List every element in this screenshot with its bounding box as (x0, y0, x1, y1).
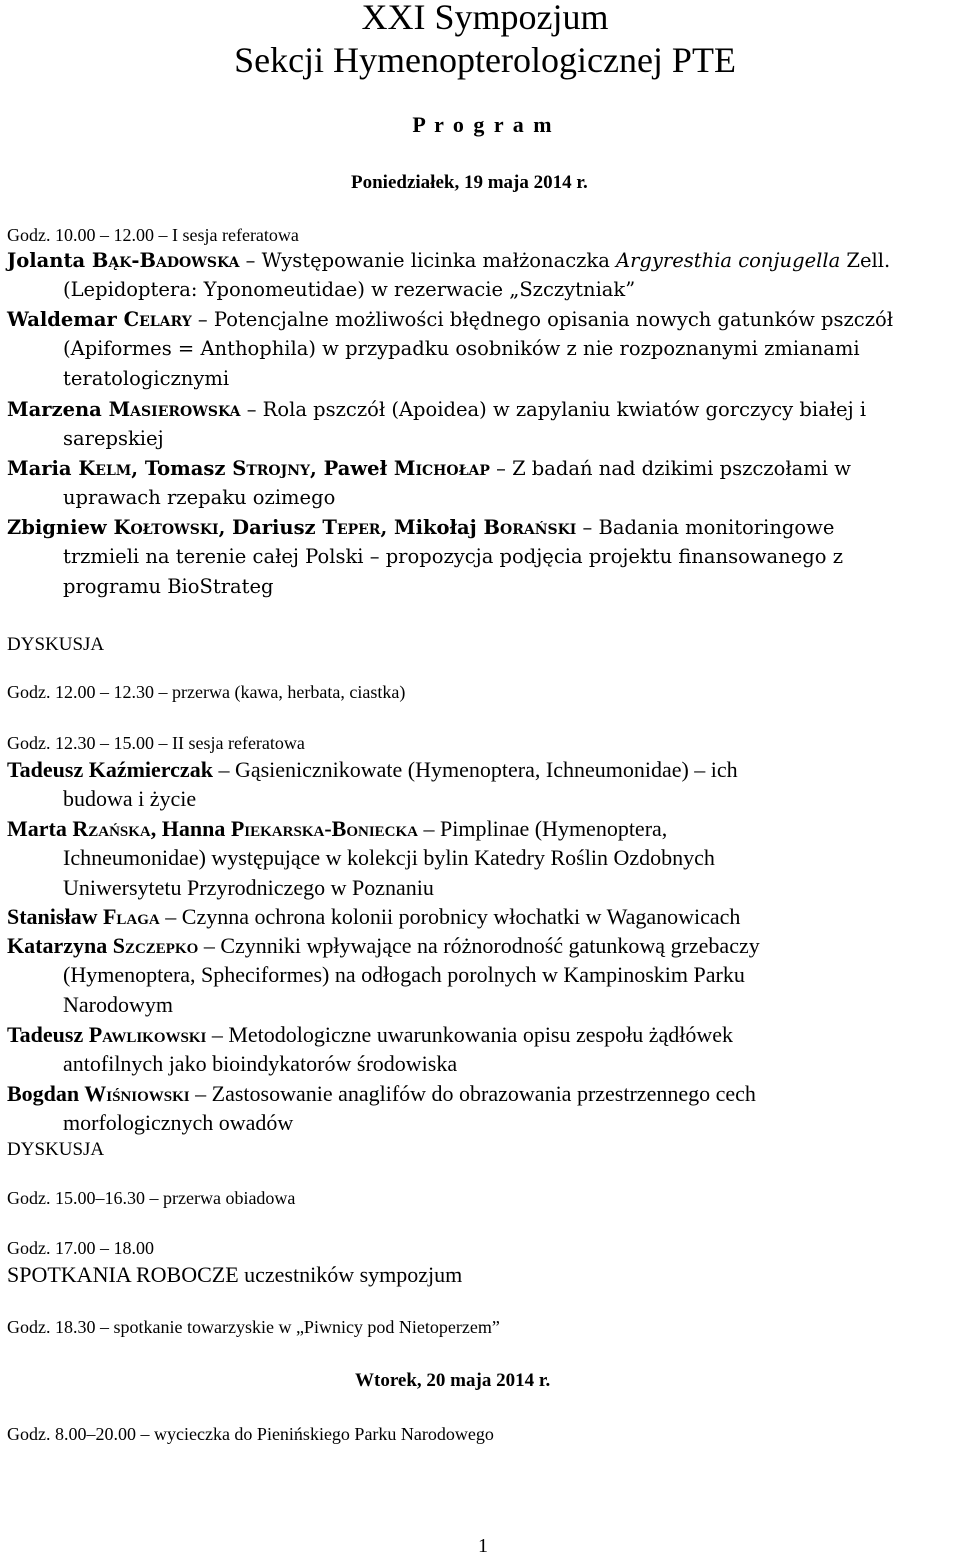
talk-title-line: Rola pszczół (Apoidea) w zapylaniu kwiatów gorczycy białej i (262, 398, 867, 421)
talk-authors: Katarzyna Szczepko (7, 933, 199, 958)
program-label: P r o g r a m (412, 112, 554, 137)
talk-authors: Stanisław Flaga (7, 904, 160, 929)
talk-entry: Zbigniew Kołtowski, Dariusz Teper, Mikołaj Borański – Badania monitoringowe trzmieli na terenie całej Polski – propozycja podjęcia projektu finansowanego z programu BioStrateg (7, 513, 953, 601)
talk-title-line: Uniwersytetu Przyrodniczego w Poznaniu (63, 874, 434, 900)
break-1: Godz. 12.00 – 12.30 – przerwa (kawa, herbata, ciastka) (7, 682, 406, 702)
symposium-title-line1: XXI Sympozjum (361, 0, 609, 37)
talk-authors: Bogdan Wiśniowski (7, 1081, 190, 1106)
talk-entry: Marta Rzańska, Hanna Piekarska-Boniecka – Pimplinae (Hymenoptera, Ichneumonidae) występujące w kolekcji bylin Katedry Roślin Ozdobnych Uniwersytetu Przyrodniczego w Poznaniu (7, 814, 953, 902)
talk-authors: Waldemar Celary (7, 308, 192, 331)
talk-title-line: budowa i życie (63, 786, 197, 812)
talk-title-line: Pimplinae (Hymenoptera, (440, 816, 668, 841)
excursion: Godz. 8.00–20.00 – wycieczka do Pienińskiego Parku Narodowego (7, 1424, 494, 1444)
talk-title-line: Narodowym (63, 991, 173, 1017)
talk-entry: Tadeusz Kaźmierczak – Gąsienicznikowate (Hymenoptera, Ichneumonidae) – ich budowa i życie (7, 755, 953, 814)
break-2: Godz. 15.00–16.30 – przerwa obiadowa (7, 1188, 296, 1208)
talk-authors: Tadeusz Pawlikowski (7, 1022, 207, 1047)
talk-title-line: (Hymenoptera, Spheciformes) na odłogach porolnych w Kampinoskim Parku (63, 962, 745, 988)
talk-title-line: Gąsienicznikowate (Hymenoptera, Ichneumonidae) – ich (234, 757, 738, 782)
talk-title-part: Występowanie licinka małżonaczka (261, 249, 617, 272)
talk-authors: Tadeusz Kaźmierczak (7, 757, 213, 782)
talk-title-line: programu BioStrateg (63, 574, 274, 598)
talk-entry: Jolanta Bąk-Badowska – Występowanie licinka małżonaczka Argyresthia conjugella Zell. (Lepidoptera: Yponomeutidae) w rezerwacie „Szczytniak” (7, 246, 953, 305)
meeting-time: Godz. 17.00 – 18.00 (7, 1238, 154, 1258)
talk-entry: Waldemar Celary – Potencjalne możliwości błędnego opisania nowych gatunków pszczół (Apiformes = Anthophila) w przypadku osobników z nie rozpoznanymi zmianami teratologicznymi (7, 305, 953, 393)
talk-title-line: Z badań nad dzikimi pszczołami w (512, 457, 851, 480)
discussion-1: DYSKUSJA (7, 634, 105, 655)
page-number: 1 (478, 1535, 488, 1557)
talk-entry: Maria Kelm, Tomasz Strojny, Paweł Michołap – Z badań nad dzikimi pszczołami w uprawach rzepaku ozimego (7, 454, 953, 513)
talk-title-line: Badania monitoringowe (598, 516, 835, 539)
talk-authors: Maria Kelm, Tomasz Strojny, Paweł Michołap (7, 457, 490, 480)
talk-title-line: trzmieli na terenie całej Polski – propozycja podjęcia projektu finansowanego z (63, 545, 843, 569)
talk-title-line: antofilnych jako bioindykatorów środowiska (63, 1051, 458, 1077)
talk-title-line: Metodologiczne uwarunkowania opisu zespołu żądłówek (228, 1022, 733, 1047)
talk-authors: Marzena Masierowska (7, 398, 241, 421)
day1-heading: Poniedziałek, 19 maja 2014 r. (351, 172, 588, 193)
session2-time: Godz. 12.30 – 15.00 – II sesja referatowa (7, 733, 305, 753)
talk-title-line: morfologicznych owadów (63, 1110, 294, 1136)
talk-title-line: sarepskiej (63, 427, 164, 451)
talk-title-line: (Lepidoptera: Yponomeutidae) w rezerwacie „Szczytniak” (63, 278, 636, 302)
talk-title-line: Czynna ochrona kolonii porobnicy włochatki w Waganowicach (181, 904, 741, 929)
talk-authors: Jolanta Bąk-Badowska (7, 249, 240, 272)
talk-entry: Stanisław Flaga – Czynna ochrona kolonii porobnicy włochatki w Waganowicach (7, 904, 741, 929)
symposium-title-line2: Sekcji Hymenopterologicznej PTE (234, 40, 736, 80)
talk-entry: Marzena Masierowska – Rola pszczół (Apoidea) w zapylaniu kwiatów gorczycy białej i sarepskiej (7, 395, 953, 454)
social-meeting: Godz. 18.30 – spotkanie towarzyskie w „Piwnicy pod Nietoperzem” (7, 1317, 500, 1337)
day2-heading: Wtorek, 20 maja 2014 r. (355, 1370, 551, 1391)
talk-title-part: Zell. (840, 249, 891, 272)
talk-authors: Marta Rzańska, Hanna Piekarska-Boniecka (7, 816, 419, 841)
talk-entry: Bogdan Wiśniowski – Zastosowanie anaglifów do obrazowania przestrzennego cech morfologicznych owadów (7, 1079, 953, 1138)
species-name: Argyresthia conjugella (616, 249, 841, 272)
talk-title-line: (Apiformes = Anthophila) w przypadku osobników z nie rozpoznanymi zmianami (63, 337, 860, 361)
talk-title-line: Potencjalne możliwości błędnego opisania nowych gatunków pszczół (213, 308, 894, 331)
talk-entry: Katarzyna Szczepko – Czynniki wpływające na różnorodność gatunkową grzebaczy (Hymenoptera, Spheciformes) na odłogach porolnych w Kampinoskim Parku Narodowym (7, 931, 953, 1019)
talk-title-line: teratologicznymi (63, 366, 230, 390)
talk-title-line: Zastosowanie anaglifów do obrazowania przestrzennego cech (211, 1081, 756, 1106)
talk-authors: Zbigniew Kołtowski, Dariusz Teper, Mikołaj Borański (7, 516, 577, 539)
session1-time: Godz. 10.00 – 12.00 – I sesja referatowa (7, 225, 299, 245)
talk-title-line: uprawach rzepaku ozimego (63, 486, 336, 510)
discussion-2: DYSKUSJA (7, 1139, 105, 1160)
talk-title-line: Czynniki wpływające na różnorodność gatunkową grzebaczy (220, 933, 760, 958)
working-meetings: SPOTKANIA ROBOCZE uczestników sympozjum (7, 1262, 463, 1287)
talk-entry: Tadeusz Pawlikowski – Metodologiczne uwarunkowania opisu zespołu żądłówek antofilnych jako bioindykatorów środowiska (7, 1020, 953, 1079)
talk-title-line: Ichneumonidae) występujące w kolekcji bylin Katedry Roślin Ozdobnych (63, 845, 715, 871)
